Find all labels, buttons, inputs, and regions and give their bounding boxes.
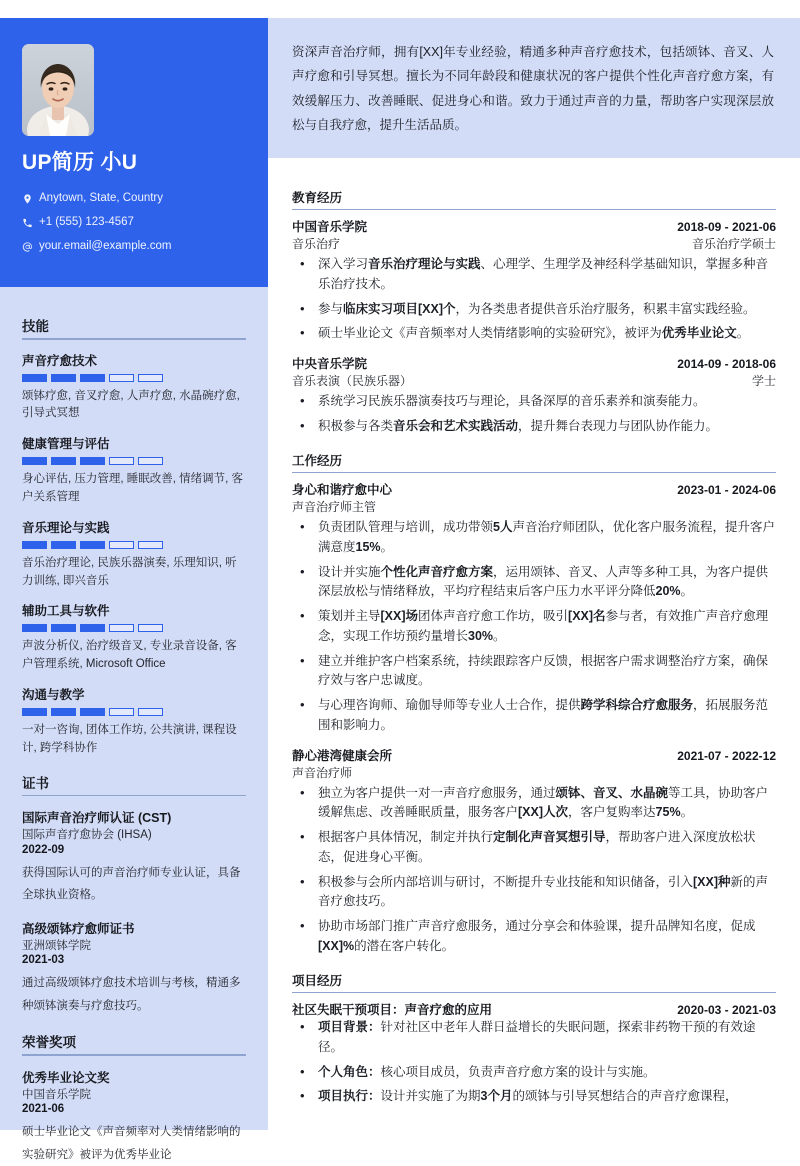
sidebar-body: [0, 287, 268, 1166]
main-body: [268, 158, 800, 1108]
entry-subheader: [292, 235, 776, 252]
bullet-item: • 硕士毕业论文《声音频率对人类情绪影响的实验研究》，被评为优秀毕业论文。: [292, 324, 776, 344]
bullet-item: • 积极参与会所内部培训与研讨，不断提升专业技能和知识储备，引入[XX]种新的声音疗愈技巧。: [292, 873, 776, 913]
skills-list: [22, 351, 246, 758]
entry-degree: 音乐治疗学硕士: [691, 237, 776, 251]
bullet-item: • 项目背景：针对社区中老年人群日益增长的失眠问题，探索非药物干预的有效途径。: [292, 1018, 776, 1058]
entry-issuer: 亚洲颂钵学院: [22, 939, 91, 952]
skill-rating-segment: [109, 457, 134, 465]
projects-section-title: 项目经历: [292, 973, 343, 988]
skill-name: 辅助工具与软件: [22, 604, 110, 619]
skill-name: 声音疗愈技术: [22, 353, 98, 368]
skill-rating-segment: [22, 457, 47, 465]
contact-location[interactable]: [22, 191, 246, 206]
education-divider: [292, 209, 776, 211]
skill-rating-segment: [138, 624, 163, 632]
skill-name: 音乐理论与实践: [22, 520, 110, 535]
education-entry: [292, 217, 776, 344]
entry-description: 通过高级颂钵疗愈技术培训与考核，精通多种颂钵演奏与疗愈技巧。: [22, 977, 241, 1012]
entry-company: 静心港湾健康会所: [292, 748, 393, 763]
page-top-margin: [0, 0, 800, 18]
certs-divider: [22, 795, 246, 797]
main-content: [268, 0, 800, 1130]
skills-divider: [22, 338, 246, 340]
skill-rating: [22, 541, 246, 549]
skill-rating-segment: [80, 457, 105, 465]
skill-rating-segment: [22, 541, 47, 549]
bullet-item: • 策划并主导[XX]场团体声音疗愈工作坊，吸引[XX]名参与者，有效推广声音疗愈理念，实现工作坊预约量增长30%。: [292, 607, 776, 647]
skill-rating-segment: [51, 374, 76, 382]
bullet-list: [292, 1018, 776, 1107]
entry-header: [292, 1000, 776, 1018]
phone-icon: [22, 216, 39, 229]
bullet-list: [292, 518, 776, 736]
skill-rating-segment: [80, 708, 105, 716]
location-pin-icon: [22, 192, 39, 205]
bullet-item: • 参与临床实习项目[XX]个，为各类患者提供音乐治疗服务，积累丰富实践经验。: [292, 300, 776, 320]
skill-name: 沟通与教学: [22, 688, 85, 702]
entry-organization: 中国音乐学院: [292, 220, 368, 234]
skill-name: 健康管理与评估: [22, 437, 110, 452]
skills-section-title: 技能: [22, 319, 49, 334]
page-title: UP简历 小U: [22, 151, 138, 174]
skill-items: 音乐治疗理论, 民族乐器演奏, 乐理知识, 听力训练, 即兴音乐: [22, 556, 237, 587]
skill-rating-segment: [51, 457, 76, 465]
avatar: [22, 44, 94, 136]
entry-issuer: 中国音乐学院: [22, 1088, 91, 1101]
bullet-list: [292, 255, 776, 344]
entry-organization: 中央音乐学院: [292, 357, 368, 371]
skill-rating-segment: [138, 708, 163, 716]
skill-rating-segment: [51, 541, 76, 549]
skill-rating-segment: [138, 457, 163, 465]
skill-rating: [22, 708, 246, 716]
contact-phone-text: +1 (555) 123-4567: [39, 216, 134, 229]
contact-phone[interactable]: [22, 215, 246, 230]
entry-role: 声音治疗师: [292, 765, 353, 780]
summary-text: 资深声音治疗师，拥有[XX]年专业经验，精通多种声音疗愈技术，包括颂钵、音叉、人声疗愈和引导冥想。擅长为不同年龄段和健康状况的客户提供个性化声音疗愈方案，有效缓解压力、改善睡眠、促进身心和谐。致力于通过声音的力量，帮助客户实现深层放松与自我疗愈，提升生活品质。: [292, 45, 774, 133]
skill-rating-segment: [80, 541, 105, 549]
skill-rating-segment: [138, 374, 163, 382]
work-divider: [292, 472, 776, 474]
skill-items: 声波分析仪, 治疗级音叉, 专业录音设备, 客户管理系统, Microsoft Office: [22, 640, 237, 671]
entry-date: 2018-09 - 2021-06: [677, 220, 776, 234]
projects-list: [292, 1000, 776, 1107]
work-entry: [292, 746, 776, 957]
profile-header: [0, 18, 268, 287]
entry-date: 2022-09: [22, 843, 65, 856]
skill-rating-segment: [22, 374, 47, 382]
certs-section-title: 证书: [22, 775, 49, 791]
bullet-item: • 独立为客户提供一对一声音疗愈服务，通过颂钵、音叉、水晶碗等工具，协助客户缓解焦虑、改善睡眠质量，服务客户[XX]人次，客户复购率达75%。: [292, 784, 776, 824]
skill-rating-segment: [109, 708, 134, 716]
education-section-title: 教育经历: [292, 190, 343, 205]
project-entry: [292, 1000, 776, 1107]
entry-issuer: 国际声音疗愈协会 (IHSA): [22, 829, 152, 842]
entry-major: 音乐表演（民族乐器）: [292, 374, 413, 388]
work-entry: [292, 480, 776, 736]
entry-date: 2020-03 - 2021-03: [677, 1003, 776, 1017]
skill-rating-segment: [51, 708, 76, 716]
entry-degree: 学士: [751, 374, 776, 388]
bullet-item: • 设计并实施个性化声音疗愈方案，运用颂钵、音叉、人声等多种工具，为客户提供深层放松与情绪释放，平均疗程结束后客户压力水平评分降低20%。: [292, 563, 776, 603]
awards-divider: [22, 1054, 246, 1056]
email-at-icon: [22, 240, 39, 253]
entry-date: 2023-01 - 2024-06: [677, 483, 776, 497]
entry-header: [292, 354, 776, 372]
entry-date: 2021-06: [22, 1103, 65, 1116]
entry-description: 获得国际认可的声音治疗师专业认证，具备全球执业资格。: [22, 866, 241, 902]
entry-date: 2021-07 - 2022-12: [677, 748, 776, 763]
bullet-item: • 系统学习民族乐器演奏技巧与理论，具备深厚的音乐素养和演奏能力。: [292, 392, 776, 412]
bullet-item: • 根据客户具体情况，制定并执行定制化声音冥想引导，帮助客户进入深度放松状态，促进身心平衡。: [292, 828, 776, 868]
entry-header: [292, 746, 776, 764]
skill-items: 颂钵疗愈, 音叉疗愈, 人声疗愈, 水晶碗疗愈, 引导式冥想: [22, 389, 240, 420]
entry-title: 高级颂钵疗愈师证书: [22, 921, 135, 936]
entry-company: 身心和谐疗愈中心: [292, 483, 393, 497]
skill-rating-segment: [51, 624, 76, 632]
skill-rating-segment: [109, 541, 134, 549]
skill-rating-segment: [109, 374, 134, 382]
entry-subheader: [292, 764, 776, 781]
certificates-list: [22, 808, 246, 1017]
entry-date: 2014-09 - 2018-06: [677, 357, 776, 371]
awards-list: [22, 1068, 246, 1166]
skill-items: 身心评估, 压力管理, 睡眠改善, 情绪调节, 客户关系管理: [22, 473, 244, 503]
education-list: [292, 217, 776, 437]
bullet-item: • 协助市场部门推广声音疗愈服务，通过分享会和体验课，提升品牌知名度，促成[XX]%的潜在客户转化。: [292, 917, 776, 957]
work-section-title: 工作经历: [292, 453, 343, 468]
bullet-item: • 个人角色：核心项目成员，负责声音疗愈方案的设计与实施。: [292, 1063, 776, 1083]
entry-title: 优秀毕业论文奖: [22, 1070, 110, 1085]
awards-section-title: 荣誉奖项: [22, 1035, 76, 1051]
sidebar: [0, 0, 268, 1161]
entry-subheader: [292, 372, 776, 389]
bullet-list: [292, 392, 776, 437]
skill-rating: [22, 374, 246, 382]
bullet-list: [292, 784, 776, 957]
bullet-item: • 建立并维护客户档案系统，持续跟踪客户反馈，根据客户需求调整治疗方案，确保疗效与客户忠诚度。: [292, 652, 776, 692]
bullet-item: • 项目执行：设计并实施了为期3个月的颂钵与引导冥想结合的声音疗愈课程，: [292, 1087, 776, 1107]
skill-rating-segment: [138, 541, 163, 549]
skill-rating-segment: [22, 708, 47, 716]
skill-rating: [22, 624, 246, 632]
bullet-item: • 深入学习音乐治疗理论与实践、心理学、生理学及神经科学基础知识，掌握多种音乐治疗技术。: [292, 255, 776, 295]
projects-divider: [292, 992, 776, 994]
entry-header: [292, 217, 776, 235]
skill-rating-segment: [80, 374, 105, 382]
skill-items: 一对一咨询, 团体工作坊, 公共演讲, 课程设计, 跨学科协作: [22, 724, 237, 754]
bullet-item: • 积极参与各类音乐会和艺术实践活动，提升舞台表现力与团队协作能力。: [292, 417, 776, 437]
work-list: [292, 480, 776, 957]
skill-rating: [22, 457, 246, 465]
education-entry: [292, 354, 776, 437]
entry-subheader: [292, 498, 776, 515]
project-name: 社区失眠干预项目：声音疗愈的应用: [292, 1003, 493, 1017]
contact-location-text: Anytown, State, Country: [39, 192, 164, 205]
entry-title: 国际声音治疗师认证 (CST): [22, 811, 172, 826]
entry-date: 2021-03: [22, 954, 65, 967]
bullet-item: • 负责团队管理与培训，成功带领5人声音治疗师团队，优化客户服务流程，提升客户满意度15%。: [292, 518, 776, 558]
contact-email-text: your.email@example.com: [39, 240, 172, 253]
entry-description: 硕士毕业论文《声音频率对人类情绪影响的实验研究》被评为优秀毕业论: [22, 1126, 241, 1161]
entry-major: 音乐治疗: [292, 237, 341, 251]
contact-email[interactable]: [22, 239, 246, 254]
summary-section: [268, 18, 800, 158]
skill-rating-segment: [22, 624, 47, 632]
entry-role: 声音治疗师主管: [292, 500, 377, 514]
entry-header: [292, 480, 776, 498]
bullet-item: • 与心理咨询师、瑜伽导师等专业人士合作，提供跨学科综合疗愈服务，拓展服务范围和影响力。: [292, 696, 776, 736]
skill-rating-segment: [109, 624, 134, 632]
skill-rating-segment: [80, 624, 105, 632]
